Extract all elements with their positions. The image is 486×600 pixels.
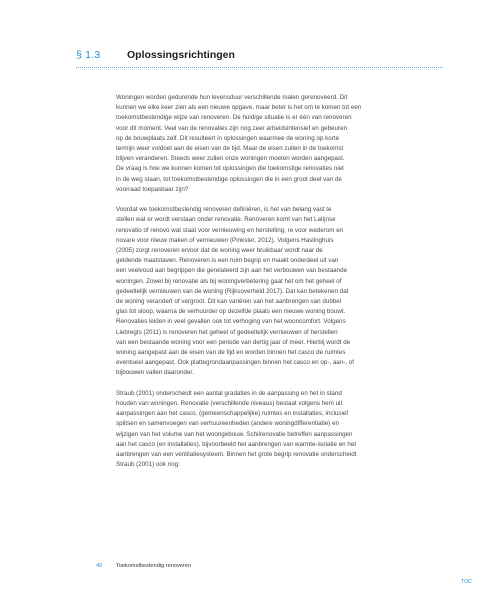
section-header (76, 49, 443, 61)
text-line: Voordat we toekomstbestendig renoveren definiëren, is het van belang vast te (116, 206, 332, 214)
text-line: bijbouwen vallen daaronder. (116, 369, 194, 377)
text-line: blijven veranderen. Steeds weer zullen onze woningen moeten worden aangepast. (116, 155, 345, 163)
text-line: Straub (2001) ook nog: (116, 461, 180, 469)
text-line: geldende maatstaven. Renoveren is een ruim begrip en maakt onderdeel uit van (116, 257, 339, 265)
running-title: Toekomstbestendig renoveren (116, 563, 191, 569)
text-line: termijn weer voldoet aan de eisen van de tijd. Maar de eisen zullen in de toekomst (116, 145, 344, 153)
text-line: De vraag is hoe we kunnen komen tot oplossingen die toekomstige renovaties niet (116, 165, 344, 173)
text-line: woningen. Zowel bij renovatie als bij woningverbetering gaat het om het geheel of (116, 277, 342, 285)
text-line: novare voor nieuw maken of vernieuwen (Pinkster, 2012). Volgens Haslinghuis (116, 236, 334, 244)
text-line: van een bestaande woning voor een periode van dertig jaar of meer. Hierbij wordt de (116, 338, 351, 346)
text-line: aanbrengen van een ventilatiesysteem. Binnen het grote begrip renovatie onderscheidt (116, 451, 357, 459)
text-line: in de weg staan, tot toekomstbestendige oplossingen die in een groot deel van de (116, 175, 342, 183)
text-line: Woningen worden gedurende hun levensduur verschillende malen gerenoveerd. Dit (116, 94, 348, 101)
text-line: stellen wat er wordt verstaan onder renovatie. Renoveren komt van het Latijnse (116, 216, 336, 224)
text-line: Renovaties leiden in veel gevallen ook tot verhoging van het wooncomfort. Volgens (116, 318, 346, 326)
text-line: toekomstbestendige wijze van renoveren. De huidige situatie is er één van renoveren (116, 114, 352, 122)
text-line: woning aangepast aan de eisen van de tijd en worden binnen het casco de ruimtes (116, 349, 346, 357)
paragraph (116, 205, 441, 378)
paragraph (116, 389, 441, 471)
text-line: splitsen en samenvoegen van verhuureenheden (andere woningdifferentiatie) en (116, 420, 339, 428)
text-line: renovatio of renovo wat staat voor vernieuwing en herstelling, re voor wederom en (116, 226, 344, 234)
text-line: gedeeltelijk vernieuwen van de woning (Rijksoverheid 2017). Dat kan betekenen dat (116, 287, 349, 295)
text-line: een veelvoud aan begrippen die gerelateerd zijn aan het verbouwen van bestaande (116, 267, 348, 275)
text-line: op de bouwplaats zelf. Dit resulteert in oplossingen waarmee de woning op korte (116, 134, 340, 142)
text-line: wijzigen van het volume van het woongebouw. Schilrenovatie betreffen aanpassingen (116, 430, 353, 438)
text-line: eventueel aangepast. Ook plattegrondaanpassingen binnen het casco en op-, aan-, of (116, 359, 355, 367)
toc-link[interactable]: TOC (461, 579, 472, 585)
text-line: aan het casco (en installaties), bijvoorbeeld het aanbrengen van warmte-isolatie en het (116, 440, 357, 448)
paragraph (116, 93, 441, 195)
text-line: (2005) zorgt renoveren ervoor dat de woning weer bruikbaar wordt naar de (116, 247, 323, 255)
text-line: voor dit moment. Veel van de renovaties zijn nog zeer arbeidsintensief en gebeuren (116, 124, 348, 132)
page-footer (96, 563, 191, 569)
header-divider (76, 67, 443, 68)
section-number: § 1.3 (76, 49, 101, 61)
section-title: Oplossingsrichtingen (127, 49, 235, 61)
text-line: de woning verandert of vergroot. Dit kan variëren van het aanbrengen van dubbel (116, 298, 342, 306)
text-line: voorraad toepasbaar zijn? (116, 185, 189, 193)
text-line: aanpassingen aan het casco, (gemeenschappelijke) ruimtes en installaties, inclusief (116, 410, 349, 418)
text-line: Straub (2001) onderscheidt een aantal gradaties in de aanpassing en het in stand (116, 389, 342, 397)
body-text (116, 93, 441, 481)
text-line: Liebregts (2011) is renoveren het geheel of gedeeltelijk vernieuwen of herstellen (116, 328, 338, 336)
page-number: 40 (96, 563, 103, 569)
text-line: glas tot sloop, waarna de verhuurder op dezelfde plaats een nieuwe woning bouwt. (116, 308, 346, 316)
text-line: houden van woningen. Renovatie (verschillende niveaus) bestaat volgens hem uit (116, 400, 343, 408)
text-line: kunnen we elke keer zien als een nieuwe opgave, maar beter is het om te komen tot een (116, 104, 362, 112)
